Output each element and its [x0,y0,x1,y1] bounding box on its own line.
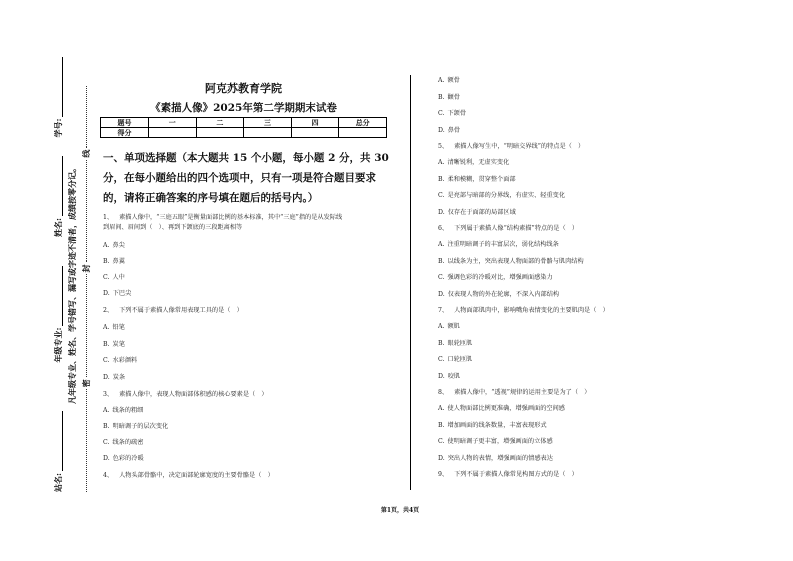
score-input-cell[interactable] [339,128,387,138]
question-3: 3、 素描人像中，表现人物面部体积感的核心要素是（ ） [103,391,268,398]
question-6: 6、 下列属于素描人像“结构素描”特点的是（ ） [438,225,579,232]
binding-fields [52,82,65,492]
column-divider [410,75,411,490]
seal-word-feng: 封 [81,264,91,273]
binding-field-name: 姓名: [52,150,65,237]
score-input-cell[interactable] [244,128,292,138]
seal-word-xian: 线 [81,149,91,158]
option[interactable]: C. 口轮匝肌 [438,356,473,363]
option[interactable]: A. 清晰锐利，无虚实变化 [438,159,510,166]
option[interactable]: C. 水彩颜料 [103,357,138,364]
dotted-line [86,274,87,377]
page-indicator: 第1页，共4页 [380,507,420,514]
option[interactable]: B. 眼轮匝肌 [438,340,473,347]
score-table-header-row [101,118,387,128]
question-5: 5、 素描人像写生中，“明暗交界线”的特点是（ ） [438,143,585,150]
score-cell: 二 [196,118,244,128]
option[interactable]: B. 柔和模糊，贯穿整个面部 [438,176,516,183]
option[interactable]: B. 颧骨 [438,94,460,101]
score-cell: 总分 [339,118,387,128]
score-cell: 题号 [101,118,149,128]
option[interactable]: C. 人中 [103,274,125,281]
option[interactable]: C. 下颌骨 [438,110,467,117]
option[interactable]: A. 铅笔 [103,324,125,331]
blank-line[interactable] [56,266,63,326]
question-9: 9、 下列不属于素描人像常见构图方式的是（ ） [438,471,578,478]
option[interactable]: D. 突出人物的表情，增强画面的情感表达 [438,455,553,462]
score-table-score-row [101,128,387,138]
seal-word-mi: 密 [81,379,91,388]
score-cell: 得分 [101,128,149,138]
option[interactable]: D. 色彩的冷暖 [103,455,144,462]
option[interactable]: A. 额肌 [438,323,460,330]
option[interactable]: C. 使明暗调子更丰富，增强画面的立体感 [438,438,553,445]
option[interactable]: A. 线条的粗细 [103,407,144,414]
option[interactable]: D. 炭条 [103,374,126,381]
blank-line[interactable] [56,411,63,471]
binding-field-student-id: 学号: [52,51,65,138]
binding-notice: 凡年级专业、姓名、学号错写、漏写或字迹不清者，成绩按零分记。 [67,164,77,404]
score-cell: 三 [244,118,292,128]
option[interactable]: B. 鼻翼 [103,258,125,265]
binding-field-station: 站名: [52,405,65,492]
option[interactable]: C. 线条的疏密 [103,439,144,446]
option[interactable]: D. 咬肌 [438,373,461,380]
question-4: 4、 人物头部骨骼中，决定面部轮廓宽度的主要骨骼是（ ） [103,472,274,479]
question-1-line2: 到眉间、眉间到（ ）、再到下颌底的三段距离相等 [103,224,243,231]
blank-line[interactable] [56,156,63,216]
dotted-line [86,160,87,263]
option[interactable]: D. 仅存在于面部的局部区域 [438,209,516,216]
school-name: 阿克苏教育学院 [205,82,282,95]
option[interactable]: A. 注重明暗调子的丰富层次，弱化结构线条 [438,241,559,248]
question-2: 2、 下列不属于素描人像常用表现工具的是（ ） [103,307,243,314]
option[interactable]: C. 强调色彩的冷暖对比，增强画面感染力 [438,274,553,281]
option[interactable]: A. 使人物面部比例更准确，增强画面的空间感 [438,405,565,412]
score-table [100,117,387,138]
blank-line[interactable] [56,57,63,117]
option[interactable]: B. 炭笔 [103,341,125,348]
seal-line [80,84,92,494]
question-1: 1、 素描人像中，“三庭五眼”是衡量面部比例的基本标准，其中“三庭”指的是从发际线 [103,214,343,221]
question-7: 7、 人物面部肌肉中，影响嘴角表情变化的主要肌肉是（ ） [438,307,609,314]
section-title: 一、单项选择题（本大题共 15 个小题，每小题 2 分，共 30 分，在每小题给出的四个选项中，只有一项是符合题目要求的，请将正确答案的序号填在题后的括号内。） [103,152,389,204]
option[interactable]: D. 仅表现人物的外在轮廓，不深入内部结构 [438,291,560,298]
question-8: 8、 素描人像中，“透视”规律的运用主要是为了（ ） [438,389,591,396]
option[interactable]: A. 额骨 [438,77,460,84]
option[interactable]: C. 是亮部与暗部的分界线，有虚实、轻重变化 [438,192,566,199]
dotted-line [86,389,87,492]
exam-title: 《素描人像》2025年第二学期期末试卷 [150,102,337,114]
option[interactable]: D. 鼻骨 [438,127,461,134]
option[interactable]: A. 鼻尖 [103,242,125,249]
option[interactable]: B. 明暗调子的层次变化 [103,423,169,430]
option[interactable]: B. 增加画面的线条数量，丰富表现形式 [438,422,547,429]
score-input-cell[interactable] [196,128,244,138]
option[interactable]: B. 以线条为主，突出表现人物面部的骨骼与肌肉结构 [438,258,584,265]
score-cell: 四 [291,118,339,128]
score-input-cell[interactable] [291,128,339,138]
dotted-line [86,86,87,148]
option[interactable]: D. 下巴尖 [103,290,132,297]
score-input-cell[interactable] [149,128,197,138]
binding-field-grade-major: 年级专业: [52,260,65,363]
score-cell: 一 [149,118,197,128]
